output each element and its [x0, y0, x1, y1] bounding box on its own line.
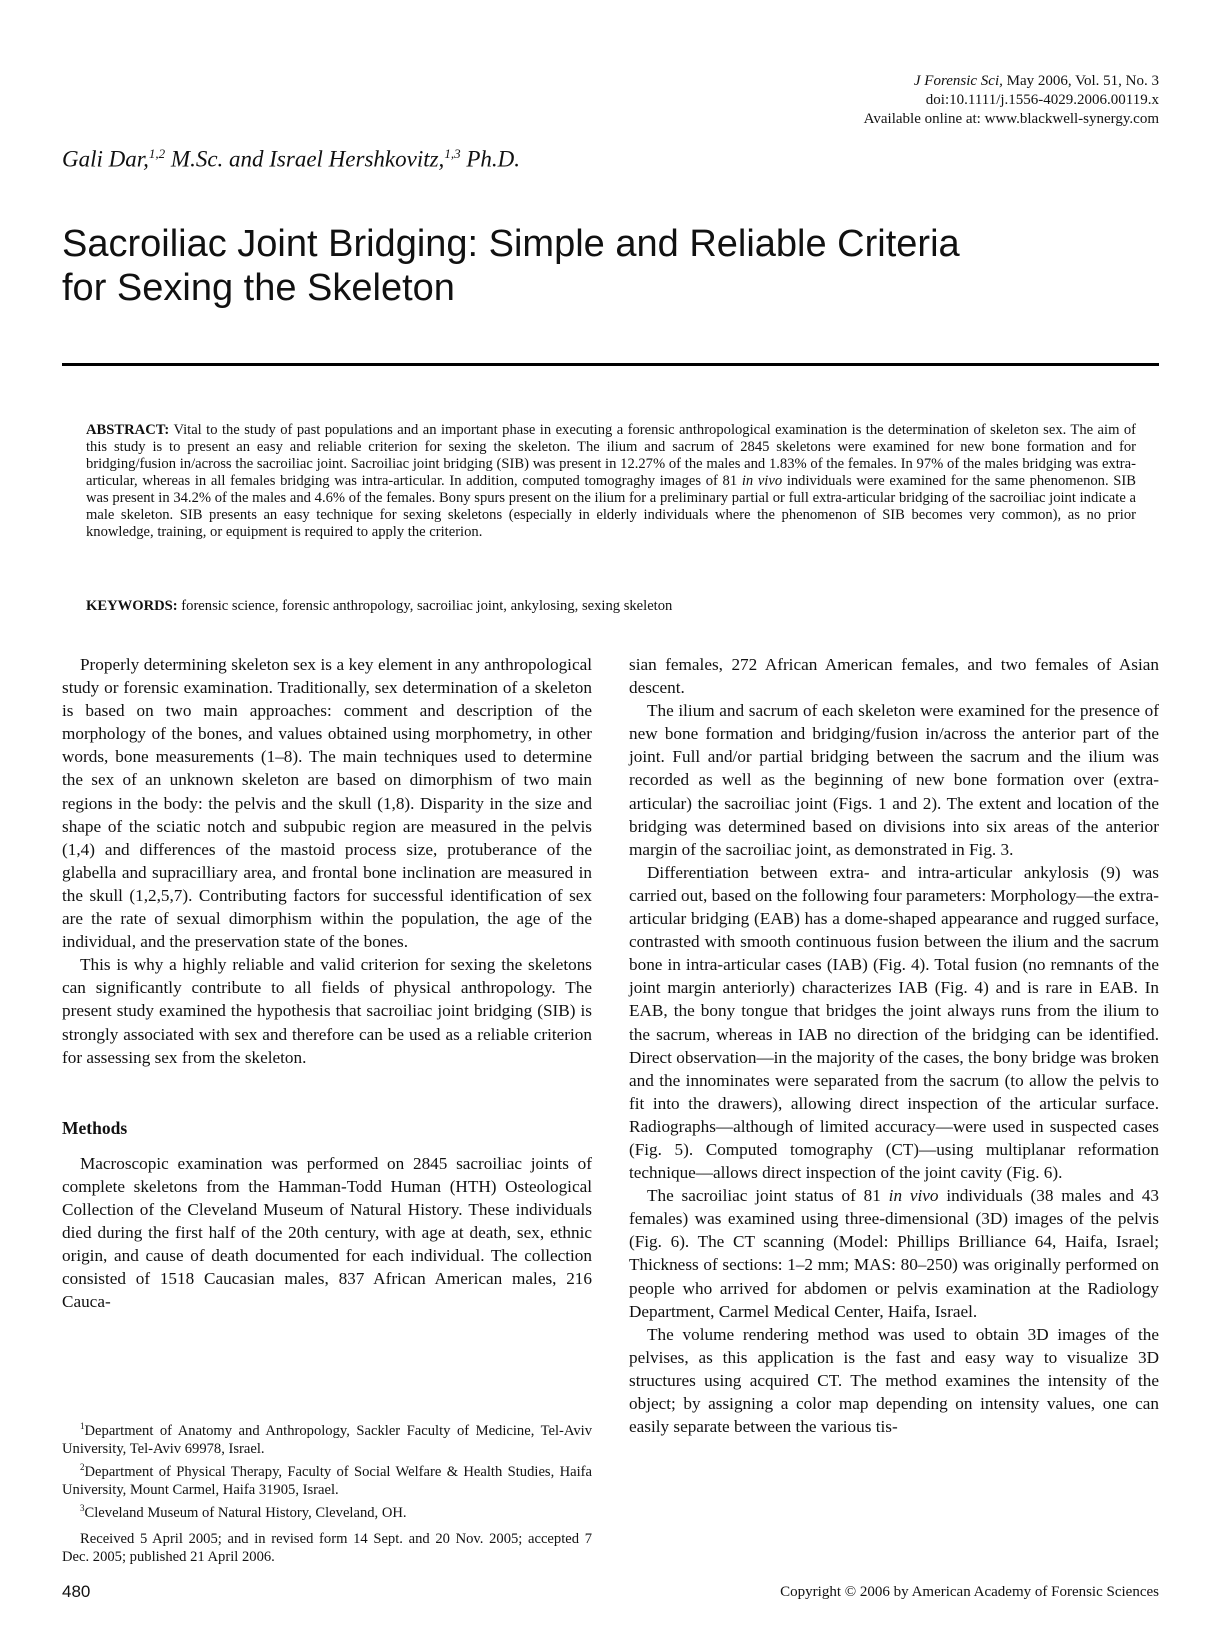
footnote-2 [62, 1458, 592, 1499]
intro-paragraph-2: This is why a highly reliable and valid criterion for sexing the skeletons can significantly contribute to all fields of physical anthropology. The present study examined the hypothesis that sacroiliac joint bridging (SIB) is strongly associated with sex and therefore can be used as a reliable criterion for assessing sex from the skeleton. [62, 955, 592, 1067]
methods-paragraph-4 [629, 1184, 1159, 1323]
footnote-2-text: Department of Physical Therapy, Faculty of Social Welfare & Health Studies, Haifa University, Mount Carmel, Haifa 31905, Israel. [62, 1463, 592, 1498]
author1-degree: M.Sc. and Israel Hershkovitz, [170, 146, 445, 172]
methods-p4-italic: in vivo [888, 1186, 939, 1206]
title-divider [62, 363, 1159, 366]
keywords [86, 598, 1136, 615]
journal-name: J Forensic Sci, [913, 73, 1003, 89]
keywords-text: forensic science, forensic anthropology, sacroiliac joint, ankylosing, sexing skeleton [181, 598, 673, 614]
methods-paragraph-2: The ilium and sacrum of each skeleton were examined for the presence of new bone formation and bridging/fusion in/across the anterior part of the joint. Full and/or partial bridging between the sacrum and the ilium was recorded as well as the beginning of new bone formation over (extra-articular) the sacroiliac joint (Figs. 1 and 2). The extent and location of the bridging was determined based on divisions into six areas of the anterior margin of the sacroiliac joint, as demonstrated in Fig. 3. [629, 701, 1159, 859]
journal-issue: May 2006, Vol. 51, No. 3 [1006, 73, 1159, 89]
body-column-right [629, 653, 1159, 1438]
footnote-1-text: Department of Anatomy and Anthropology, Sackler Faculty of Medicine, Tel-Aviv University, Tel-Aviv 69978, Israel. [62, 1422, 592, 1457]
abstract-italic: in vivo [741, 473, 783, 489]
methods-p4-text-2: individuals (38 males and 43 females) was examined using three-dimensional (3D) images of the pelvis (Fig. 6). The CT scanning (Model: Phillips Brilliance 64, Haifa, Israel; Thickness of sections: 1–2 mm; MAS: 80–250) was originally performed on people who arrived for abdomen or pelvis examination at the Radiology Department, Carmel Medical Center, Haifa, Israel. [629, 1186, 1160, 1321]
footnote-3-marker: 3 [80, 1502, 85, 1513]
abstract [86, 422, 1136, 541]
availability-note: Available online at: www.blackwell-synergy.com [863, 111, 1159, 127]
methods-heading: Methods [62, 1117, 128, 1138]
abstract-text-2: individuals were examined for the same phenomenon. SIB was present in 34.2% of the males and 4.6% of the females. Bony spurs present on the ilium for a preliminary partial or full extra-articular bridging of the sacroiliac joint indicate a male skeleton. SIB presents an easy technique for sexing skeletons (especially in elderly individuals where the phenomenon of SIB becomes very common), as no prior knowledge, training, or equipment is required to apply the criterion. [86, 473, 1136, 540]
author2-degree: Ph.D. [466, 146, 520, 172]
methods-p4-text-1: The sacroiliac joint status of 81 [647, 1186, 881, 1206]
abstract-label: ABSTRACT: [86, 422, 170, 438]
footnote-3 [62, 1499, 592, 1522]
intro-paragraph-1: Properly determining skeleton sex is a key element in any anthropological study or forensic examination. Traditionally, sex determination of a skeleton is based on two main approaches: comment and description of the morphology of the bones, and values obtained using morphometry, in other words, bone measurements (1–8). The main techniques used to determine the sex of an unknown skeleton are based on dimorphism of two main regions in the body: the pelvis and the skull (1,8). Disparity in the size and shape of the sciatic notch and subpubic region are measured in the pelvis (1,4) and differences of the mastoid process size, protuberance of the glabella and supracilliary area, and frontal bone inclination are measured in the skull (1,2,5,7). Contributing factors for successful identification of sex are the rate of sexual dimorphism within the population, the age of the individual, and the preservation state of the bones. [62, 655, 592, 952]
footnote-3-text: Cleveland Museum of Natural History, Cleveland, OH. [84, 1504, 407, 1521]
methods-paragraph-1: Macroscopic examination was performed on 2845 sacroiliac joints of complete skeletons from the Hamman-Todd Human (HTH) Osteological Collection of the Cleveland Museum of Natural History. These individuals died during the first half of the 20th century, with age at death, sex, ethnic origin, and cause of death documented for each individual. The collection consisted of 1518 Caucasian males, 837 African American males, 216 Cauca- [62, 1153, 592, 1312]
copyright: Copyright © 2006 by American Academy of Forensic Sciences [780, 1584, 1159, 1600]
author1-affiliation: 1,2 [148, 146, 166, 161]
abstract-text-1: Vital to the study of past populations and an important phase in executing a forensic anthropological examination is the determination of skeleton sex. The aim of this study is to present an easy and reliable criterion for sexing the skeleton. The ilium and sacrum of 2845 skeletons were examined for new bone formation and for bridging/fusion in/across the sacroiliac joint. Sacroiliac joint bridging (SIB) was present in 12.27% of the males and 1.83% of the females. In 97% of the males bridging was extra-articular, whereas in all females bridging was intra-articular. In addition, computed tomograghy images of 81 [86, 422, 1137, 489]
author2-affiliation: 1,3 [444, 146, 461, 161]
author-line [62, 146, 520, 173]
author1-name: Gali Dar, [62, 146, 149, 172]
body-column-left [62, 653, 592, 1313]
footnote-2-marker: 2 [80, 1461, 85, 1472]
footnotes [62, 1417, 592, 1566]
doi: doi:10.1111/j.1556-4029.2006.00119.x [925, 92, 1159, 108]
page-number: 480 [62, 1582, 91, 1601]
methods-continued: sian females, 272 African American females, and two females of Asian descent. [629, 655, 1159, 698]
received-dates: Received 5 April 2005; and in revised form 14 Sept. and 20 Nov. 2005; accepted 7 Dec. 2005; published 21 April 2006. [62, 1530, 592, 1565]
methods-paragraph-5: The volume rendering method was used to obtain 3D images of the pelvises, as this application is the fast and easy way to visualize 3D structures using acquired CT. The method examines the intensity of the object; by assigning a color map depending on intensity values, one can easily separate between the various tis- [629, 1324, 1159, 1437]
methods-paragraph-3: Differentiation between extra- and intra-articular ankylosis (9) was carried out, based on the following four parameters: Morphology—the extra-articular bridging (EAB) has a dome-shaped appearance and rugged surface, contrasted with smooth continuous fusion between the ilium and the sacrum bone in intra-articular cases (IAB) (Fig. 4). Total fusion (no remnants of the joint margin anteriorly) characterizes IAB (Fig. 4) and is rare in EAB. In EAB, the bony tongue that bridges the joint always runs from the ilium to the sacrum, whereas in IAB no direction of the bridging can be identified. Direct observation—in the majority of the cases, the bony bridge was broken and the innominates were separated from the sacrum (to allow the pelvis to fit into the drawers), allowing direct inspection of the articular surface. Radiographs—although of limited accuracy—were used in suspected cases (Fig. 5). Computed tomography (CT)—using multiplanar reformation technique—allows direct inspection of the joint cavity (Fig. 6). [629, 862, 1159, 1183]
article-title: Sacroiliac Joint Bridging: Simple and Reliable Criteria for Sexing the Skeleton [62, 223, 960, 309]
keywords-label: KEYWORDS: [86, 598, 178, 614]
journal-citation [864, 72, 1159, 91]
footnote-1 [62, 1417, 592, 1458]
footnote-1-marker: 1 [80, 1421, 85, 1431]
journal-header [864, 72, 1159, 129]
